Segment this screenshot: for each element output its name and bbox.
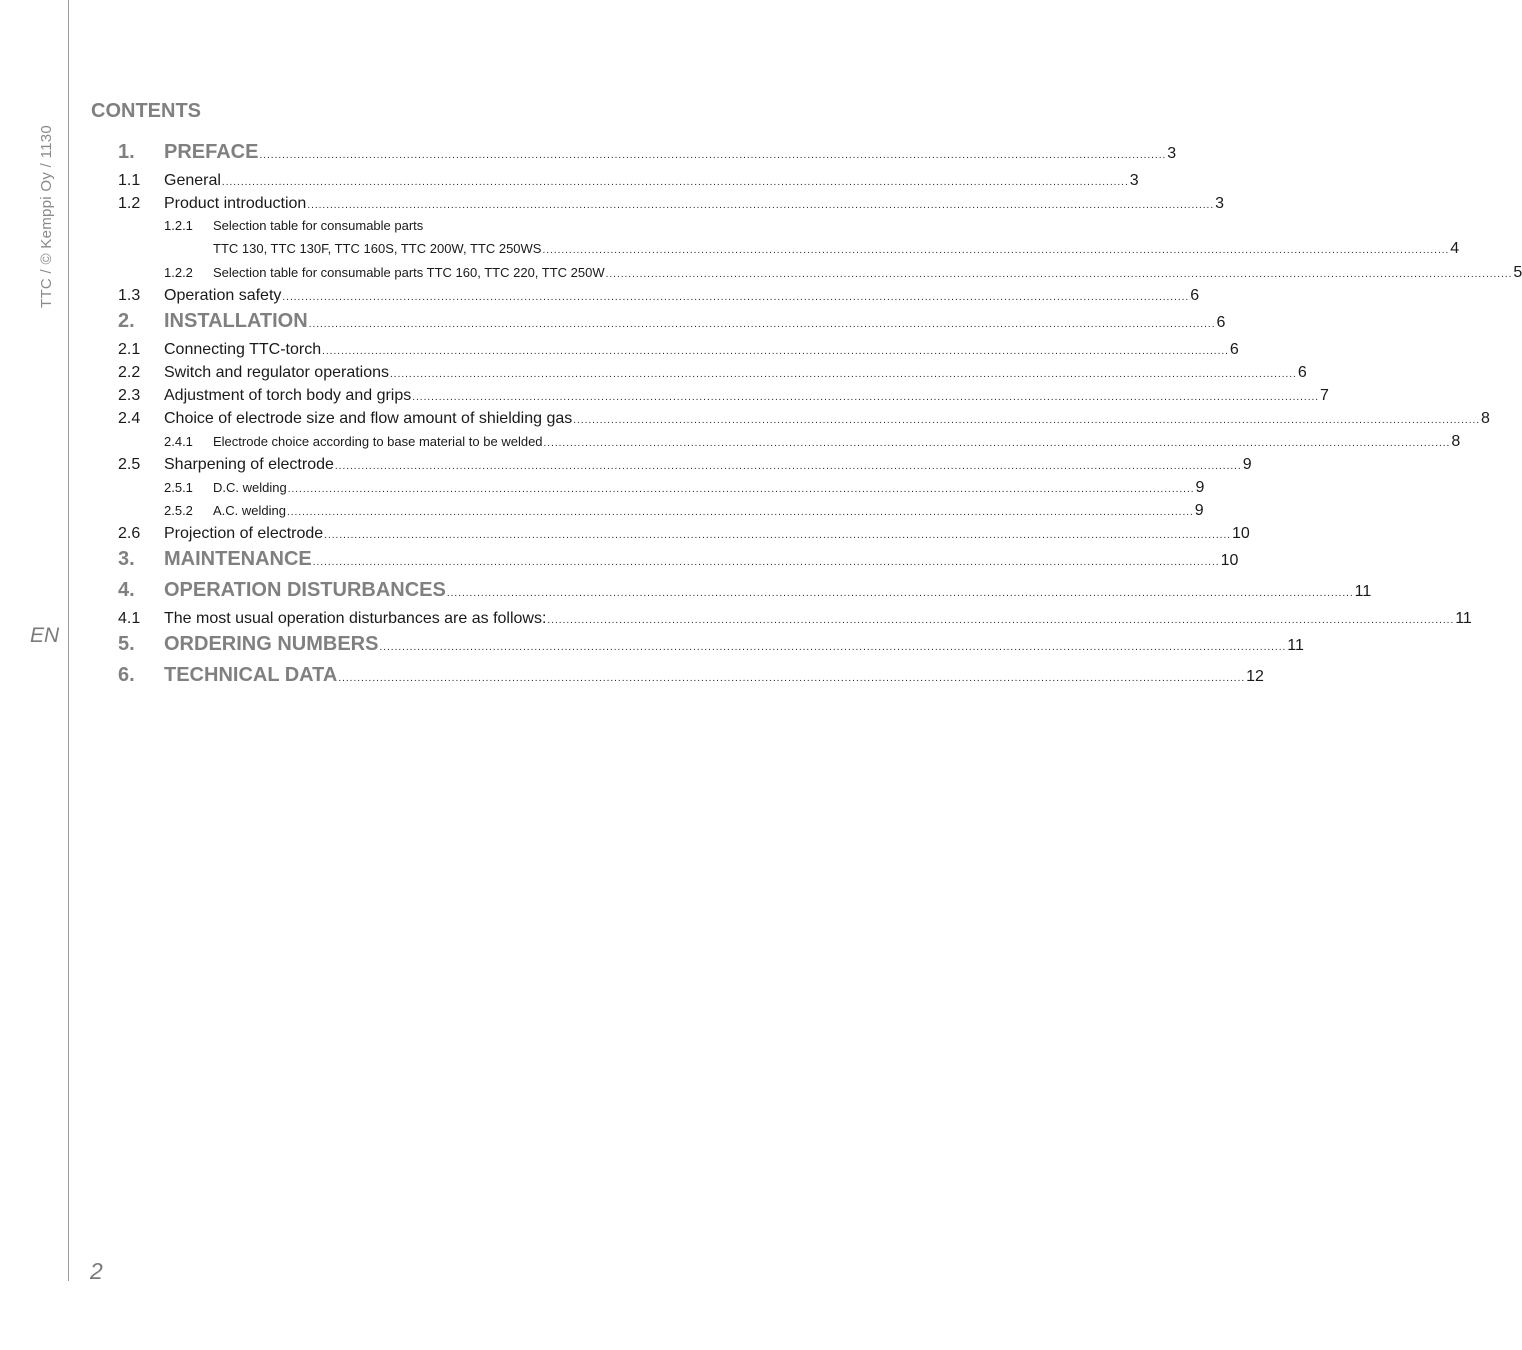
toc-entry-label: MAINTENANCE xyxy=(164,548,312,570)
dot-leader: ................................................................................................................................................................................................................................................ xyxy=(221,177,1129,188)
toc-entry-selection-table-2[interactable] xyxy=(118,264,1522,287)
toc-entry-maintenance[interactable] xyxy=(118,548,1239,579)
toc-entry-number: 3. xyxy=(118,548,135,570)
toc-entry-number: 1.3 xyxy=(118,287,141,304)
toc-entry-page: 10 xyxy=(1220,552,1239,569)
toc-entry-page: 11 xyxy=(1354,583,1372,600)
toc-entry-number: 2.4.1 xyxy=(164,434,193,449)
dot-leader: ................................................................................................................................................................................................................................................ xyxy=(308,319,1216,330)
table-of-contents xyxy=(118,141,1522,695)
toc-entry-preface[interactable] xyxy=(118,141,1177,172)
toc-entry-label: ORDERING NUMBERS xyxy=(164,633,379,655)
toc-entry-operation-disturbances[interactable] xyxy=(118,579,1372,610)
dot-leader: ................................................................................................................................................................................................................................................ xyxy=(573,415,1481,426)
toc-entry-label: Electrode choice according to base material to be welded xyxy=(213,434,543,449)
toc-entry-page: 11 xyxy=(1287,637,1304,654)
toc-entry-technical-data[interactable] xyxy=(118,664,1264,695)
margin-rule xyxy=(68,0,69,1281)
toc-entry-number: 1. xyxy=(118,141,135,163)
dot-leader: ................................................................................................................................................................................................................................................ xyxy=(286,507,1194,518)
toc-entry-label: Adjustment of torch body and grips xyxy=(164,387,412,404)
toc-entry-connecting-torch[interactable] xyxy=(118,341,1239,364)
toc-entry-page: 3 xyxy=(1129,172,1139,189)
dot-leader: ................................................................................................................................................................................................................................................ xyxy=(542,245,1450,256)
toc-entry-page: 11 xyxy=(1455,610,1472,627)
toc-entry-product-introduction[interactable] xyxy=(118,195,1225,218)
toc-entry-number: 6. xyxy=(118,664,135,686)
toc-entry-electrode-choice[interactable] xyxy=(118,433,1461,456)
toc-entry-page: 3 xyxy=(1167,145,1177,162)
toc-entry-label: PREFACE xyxy=(164,141,259,163)
toc-entry-page: 7 xyxy=(1320,387,1329,404)
toc-entry-general[interactable] xyxy=(118,172,1139,195)
toc-entry-label: TECHNICAL DATA xyxy=(164,664,338,686)
dot-leader: ................................................................................................................................................................................................................................................ xyxy=(543,438,1451,449)
toc-entry-label: D.C. welding xyxy=(213,480,287,495)
toc-entry-number: 2.4 xyxy=(118,410,141,427)
toc-entry-label: Switch and regulator operations xyxy=(164,364,390,381)
toc-entry-number: 2.2 xyxy=(118,364,141,381)
dot-leader: ................................................................................................................................................................................................................................................ xyxy=(390,369,1297,380)
toc-entry-usual-disturbances[interactable] xyxy=(118,610,1472,633)
toc-entry-page: 6 xyxy=(1229,341,1239,358)
dot-leader: ................................................................................................................................................................................................................................................ xyxy=(287,484,1195,495)
toc-entry-page: 8 xyxy=(1451,433,1461,450)
toc-entry-ac-welding[interactable] xyxy=(118,502,1204,525)
toc-entry-number: 2.5.1 xyxy=(164,480,193,495)
dot-leader: ................................................................................................................................................................................................................................................ xyxy=(412,392,1320,403)
toc-entry-number: 4. xyxy=(118,579,135,601)
toc-entry-number: 1.2.1 xyxy=(164,218,193,233)
toc-entry-page: 12 xyxy=(1246,668,1264,685)
dot-leader: ................................................................................................................................................................................................................................................ xyxy=(547,615,1455,626)
toc-entry-electrode-size-gas[interactable] xyxy=(118,410,1490,433)
dot-leader: ................................................................................................................................................................................................................................................ xyxy=(282,292,1190,303)
toc-entry-label: INSTALLATION xyxy=(164,310,308,332)
toc-entry-label: Connecting TTC-torch xyxy=(164,341,322,358)
toc-entry-number: 1.1 xyxy=(118,172,141,189)
dot-leader: ................................................................................................................................................................................................................................................ xyxy=(379,642,1287,653)
toc-entry-page: 10 xyxy=(1232,525,1250,542)
toc-entry-label: Sharpening of electrode xyxy=(164,456,334,473)
document-code: TTC / © Kemppi Oy / 1130 xyxy=(38,124,55,308)
toc-entry-sharpening-electrode[interactable] xyxy=(118,456,1252,479)
toc-entry-label: Projection of electrode xyxy=(164,525,324,542)
dot-leader: ................................................................................................................................................................................................................................................ xyxy=(605,269,1513,280)
toc-entry-number: 1.2.2 xyxy=(164,265,193,280)
page-number: 2 xyxy=(90,1258,103,1284)
toc-entry-number: 2.5.2 xyxy=(164,503,193,518)
toc-entry-number: 2.1 xyxy=(118,341,141,358)
toc-entry-number: 2.6 xyxy=(118,525,141,542)
toc-entry-label: Selection table for consumable parts xyxy=(213,218,424,233)
toc-entry-label: Operation safety xyxy=(164,287,282,304)
toc-entry-page: 9 xyxy=(1194,502,1204,519)
toc-entry-page: 9 xyxy=(1195,479,1205,496)
language-code: EN xyxy=(30,624,60,647)
contents-title: CONTENTS xyxy=(91,100,201,122)
toc-entry-dc-welding[interactable] xyxy=(118,479,1205,502)
toc-entry-adjustment-torch-body[interactable] xyxy=(118,387,1329,410)
toc-entry-label: Choice of electrode size and flow amount of shielding gas xyxy=(164,410,573,427)
toc-entry-number: 2.3 xyxy=(118,387,141,404)
dot-leader: ................................................................................................................................................................................................................................................ xyxy=(446,588,1354,599)
toc-entry-label: A.C. welding xyxy=(213,503,286,518)
toc-entry-page: 8 xyxy=(1481,410,1490,427)
dot-leader: ................................................................................................................................................................................................................................................ xyxy=(312,557,1220,568)
dot-leader: ................................................................................................................................................................................................................................................ xyxy=(322,346,1229,357)
toc-entry-number: 1.2 xyxy=(118,195,141,212)
toc-entry-page: 3 xyxy=(1215,195,1225,212)
toc-entry-page: 6 xyxy=(1216,314,1226,331)
dot-leader: ................................................................................................................................................................................................................................................ xyxy=(338,673,1246,684)
toc-entry-page: 6 xyxy=(1297,364,1307,381)
toc-entry-number: 4.1 xyxy=(118,610,141,627)
dot-leader: ................................................................................................................................................................................................................................................ xyxy=(307,200,1215,211)
toc-entry-page: 5 xyxy=(1513,264,1522,281)
dot-leader: ................................................................................................................................................................................................................................................ xyxy=(324,530,1231,541)
toc-entry-switch-regulator[interactable] xyxy=(118,364,1307,387)
toc-entry-projection-electrode[interactable] xyxy=(118,525,1250,548)
toc-entry-number: 2.5 xyxy=(118,456,141,473)
dot-leader: ................................................................................................................................................................................................................................................ xyxy=(334,461,1242,472)
toc-entry-label: General xyxy=(164,172,221,189)
toc-entry-label: The most usual operation disturbances are as follows: xyxy=(164,610,547,627)
toc-entry-operation-safety[interactable] xyxy=(118,287,1200,310)
toc-entry-label: Selection table for consumable parts TTC 160, TTC 220, TTC 250W xyxy=(213,265,605,280)
toc-entry-label: OPERATION DISTURBANCES xyxy=(164,579,446,601)
toc-entry-selection-table-1-continued[interactable] xyxy=(118,240,1460,264)
toc-entry-label: Product introduction xyxy=(164,195,307,212)
toc-entry-ordering-numbers[interactable] xyxy=(118,633,1304,664)
toc-entry-page: 4 xyxy=(1450,240,1460,257)
toc-entry-page: 6 xyxy=(1190,287,1200,304)
dot-leader: ................................................................................................................................................................................................................................................ xyxy=(259,150,1167,161)
toc-entry-number: 2. xyxy=(118,310,135,332)
toc-entry-number: 5. xyxy=(118,633,135,655)
toc-entry-page: 9 xyxy=(1242,456,1252,473)
toc-entry-selection-table-1[interactable] xyxy=(118,218,772,240)
toc-entry-installation[interactable] xyxy=(118,310,1226,341)
toc-entry-label-continued: TTC 130, TTC 130F, TTC 160S, TTC 200W, TTC 250WS xyxy=(213,241,542,256)
